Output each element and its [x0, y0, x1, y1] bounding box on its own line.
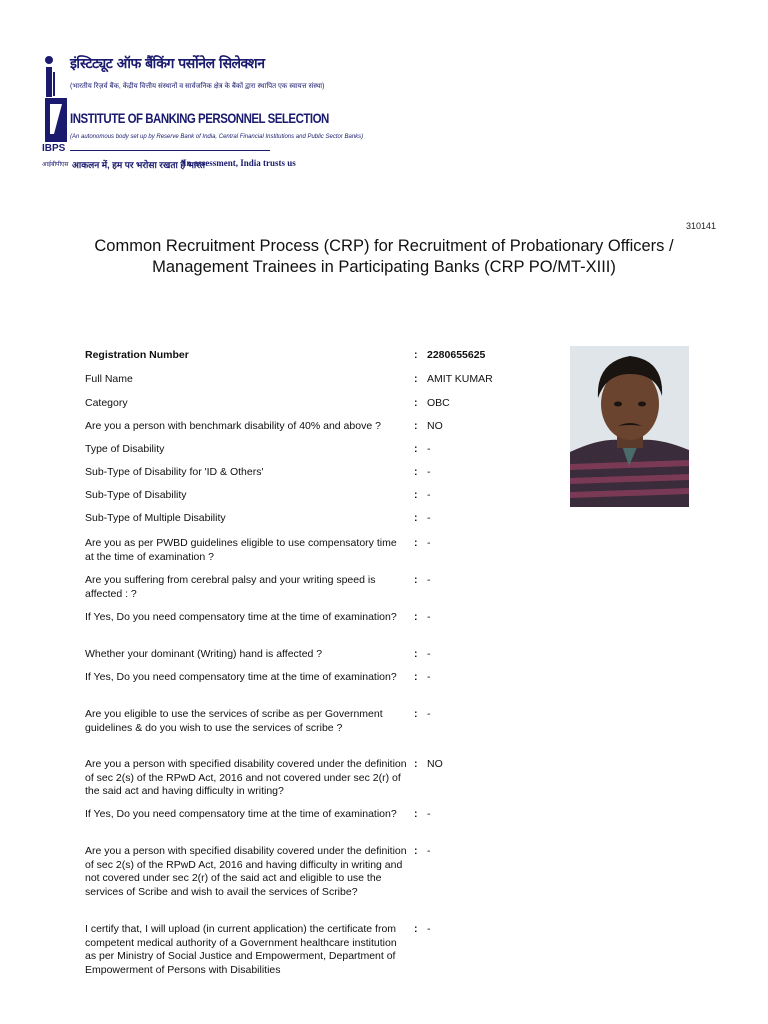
detail-value: -: [427, 611, 431, 623]
detail-value: -: [427, 708, 431, 720]
logo-english-title: INSTITUTE OF BANKING PERSONNEL SELECTION: [70, 110, 329, 126]
logo-abbr-hindi: आईबीपीएस: [42, 162, 69, 168]
ibps-logo: [40, 50, 364, 180]
detail-separator: :: [414, 845, 418, 857]
detail-row: [85, 537, 555, 564]
detail-separator: :: [414, 489, 418, 501]
detail-row: [85, 489, 555, 503]
detail-separator: :: [414, 420, 418, 432]
document-title-line-1: Common Recruitment Process (CRP) for Recruitment of Probationary Officers /: [94, 237, 674, 255]
detail-label: I certify that, I will upload (in current application) the certificate from competent medical authority of a Government healthcare institution as per Ministry of Social Justice and Empowerment, Department of Empowerment of Persons with Disabilities: [85, 923, 397, 976]
detail-label: If Yes, Do you need compensatory time at the time of examination?: [85, 808, 397, 820]
document-code: 310141: [686, 221, 717, 231]
detail-label: Are you a person with benchmark disability of 40% and above ?: [85, 420, 381, 432]
detail-label: Type of Disability: [85, 443, 165, 455]
detail-separator: :: [414, 758, 418, 770]
detail-row: [85, 512, 555, 526]
detail-label: If Yes, Do you need compensatory time at the time of examination?: [85, 611, 397, 623]
detail-row: [85, 808, 555, 822]
detail-label: Are you a person with specified disability covered under the definition of sec 2(s) of the RPwD Act, 2016 and having difficulty in writing and not covered under sec 2(r) of the said act and eligible to use the services of Scribe and wish to avail the services of Scribe?: [85, 845, 407, 898]
detail-label: Are you as per PWBD guidelines eligible to use compensatory time at the time of examination ?: [85, 537, 397, 563]
detail-row: [85, 671, 555, 685]
detail-row: [85, 397, 555, 411]
detail-row: [85, 466, 555, 480]
detail-label: Registration Number: [85, 349, 189, 361]
detail-label: Sub-Type of Multiple Disability: [85, 512, 226, 524]
detail-label: Whether your dominant (Writing) hand is affected ?: [85, 648, 323, 660]
detail-row: [85, 349, 555, 363]
document-title-line-2: Management Trainees in Participating Banks (CRP PO/MT-XIII): [152, 258, 616, 276]
detail-label: Are you eligible to use the services of scribe as per Government guidelines & do you wish to use the services of scribe ?: [85, 708, 383, 734]
detail-separator: :: [414, 443, 418, 455]
detail-separator: :: [414, 648, 418, 660]
detail-value: OBC: [427, 397, 450, 409]
document-title: [60, 236, 708, 278]
detail-label: If Yes, Do you need compensatory time at the time of examination?: [85, 671, 397, 683]
detail-row: [85, 648, 555, 662]
logo-hindi-subtitle: (भारतीय रिज़र्व बैंक, केंद्रीय वित्तीय संस्थानों व सार्वजनिक क्षेत्र के बैंकों द्वारा स्थापित एक स्वायत्त संस्था): [70, 83, 325, 90]
logo-hindi-title: इंस्टिट्यूट ऑफ बैंकिंग पर्सोनेल सिलेक्शन: [70, 56, 265, 72]
detail-label: Are you a person with specified disability covered under the definition of sec 2(s) of the RPwD Act, 2016 and not covered under sec 2(r) of the said act and having difficulty in writing?: [85, 758, 407, 797]
detail-separator: :: [414, 537, 418, 549]
detail-separator: :: [414, 574, 418, 586]
detail-value: NO: [427, 420, 443, 432]
candidate-photo: [570, 346, 689, 507]
detail-value: -: [427, 489, 431, 501]
detail-row: [85, 708, 555, 735]
detail-value: -: [427, 512, 431, 524]
detail-separator: :: [414, 512, 418, 524]
candidate-portrait-icon: [570, 346, 689, 507]
detail-label: Sub-Type of Disability for 'ID & Others': [85, 466, 264, 478]
detail-value: -: [427, 574, 431, 586]
detail-value: -: [427, 808, 431, 820]
detail-separator: :: [414, 611, 418, 623]
detail-separator: :: [414, 708, 418, 720]
detail-label: Sub-Type of Disability: [85, 489, 187, 501]
detail-value: -: [427, 845, 431, 857]
detail-value: 2280655625: [427, 349, 486, 361]
logo-english-subtitle: (An autonomous body set up by Reserve Bank of India, Central Financial Institutions and Public Sector Banks): [70, 134, 364, 140]
detail-value: AMIT KUMAR: [427, 373, 493, 385]
detail-value: -: [427, 648, 431, 660]
logo-tagline-hindi: आकलन में, हम पर भरोसा रखता है भारत: [72, 160, 206, 170]
detail-row: [85, 611, 555, 625]
detail-label: Full Name: [85, 373, 133, 385]
detail-separator: :: [414, 466, 418, 478]
detail-row: [85, 373, 555, 387]
detail-row: [85, 574, 555, 601]
detail-row: [85, 758, 555, 799]
detail-row: [85, 845, 555, 899]
detail-separator: :: [414, 397, 418, 409]
detail-label: Are you suffering from cerebral palsy and your writing speed is affected : ?: [85, 574, 376, 600]
logo-divider: [70, 150, 270, 151]
detail-value: -: [427, 443, 431, 455]
detail-value: -: [427, 537, 431, 549]
detail-separator: :: [414, 349, 418, 361]
logo-abbr: IBPS: [42, 143, 66, 154]
detail-value: NO: [427, 758, 443, 770]
detail-separator: :: [414, 923, 418, 935]
detail-row: [85, 923, 555, 977]
detail-row: [85, 443, 555, 457]
detail-separator: :: [414, 373, 418, 385]
detail-label: Category: [85, 397, 128, 409]
detail-value: -: [427, 923, 431, 935]
detail-value: -: [427, 466, 431, 478]
detail-separator: :: [414, 808, 418, 820]
logo-tagline-english: In assessment, India trusts us: [183, 158, 296, 168]
detail-row: [85, 420, 555, 434]
detail-separator: :: [414, 671, 418, 683]
detail-value: -: [427, 671, 431, 683]
